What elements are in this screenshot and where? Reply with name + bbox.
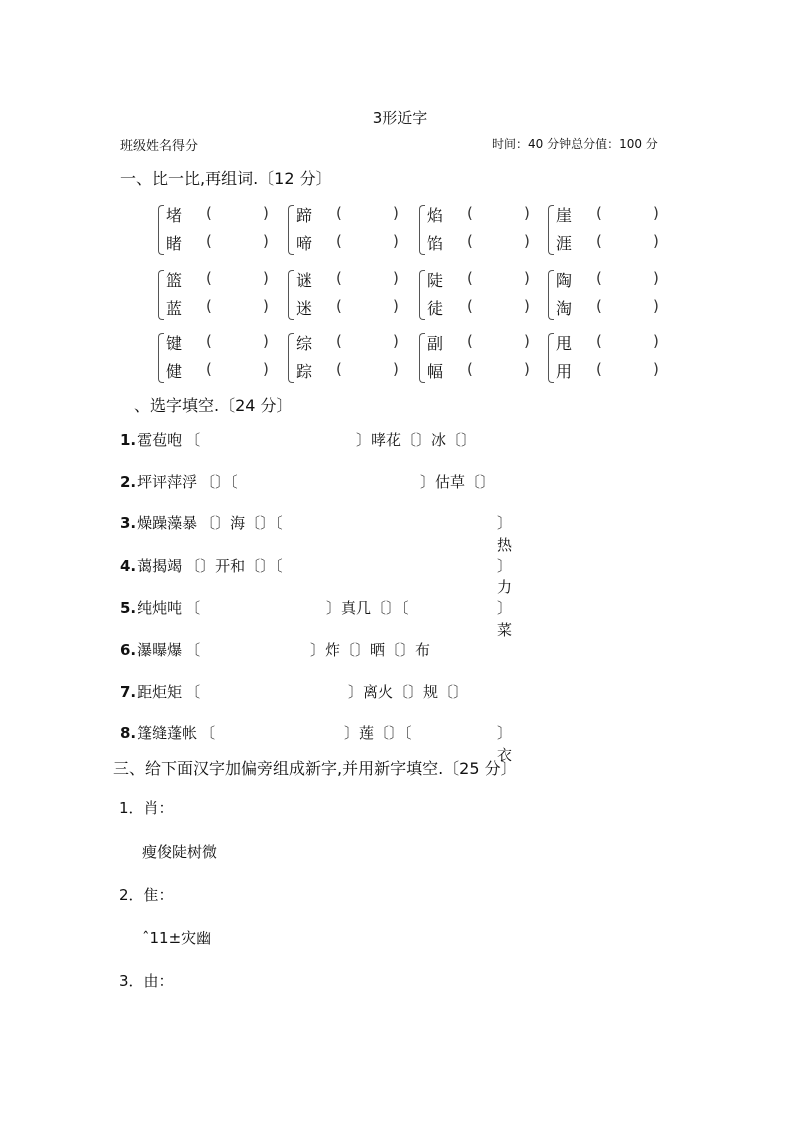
answer-blank-close[interactable]: ) [524, 297, 530, 315]
answer-blank-close[interactable]: ) [393, 232, 399, 250]
brace-mark [158, 270, 164, 320]
brace-mark [288, 205, 294, 255]
fill-item [120, 429, 200, 450]
fill-item [120, 597, 200, 618]
answer-blank-close[interactable]: ) [393, 297, 399, 315]
word-pair [290, 331, 408, 387]
answer-blank-open[interactable]: ( [467, 232, 473, 250]
answer-blank-close[interactable]: ) [524, 232, 530, 250]
answer-blank-close[interactable]: ) [263, 297, 269, 315]
column-char: 〕 [497, 724, 513, 742]
pair-character: 睹 [166, 234, 183, 253]
answer-blank-close[interactable]: ) [393, 269, 399, 287]
answer-blank-open[interactable]: ( [206, 269, 212, 287]
word-pair [550, 203, 668, 259]
answer-blank-close[interactable]: ) [653, 269, 659, 287]
fill-item [120, 512, 283, 533]
column-char: 〕 [497, 599, 513, 617]
answer-blank-close[interactable]: ) [653, 204, 659, 222]
answer-blank-open[interactable]: ( [336, 232, 342, 250]
section1-heading: 一、比一比,再组词.〔12 分〕 [120, 169, 332, 188]
pair-character: 用 [556, 362, 573, 381]
pair-character: 陡 [427, 271, 444, 290]
sub-item-words: ˆ11±灾幽 [142, 929, 212, 947]
answer-blank-close[interactable]: ) [653, 232, 659, 250]
answer-blank-close[interactable]: ) [653, 332, 659, 350]
item-chars: 篷缝蓬帐 [137, 724, 198, 742]
student-info-line: 班级姓名得分 [120, 139, 199, 154]
answer-blank-open[interactable]: ( [467, 332, 473, 350]
answer-blank-close[interactable]: ) [653, 360, 659, 378]
pair-character: 陶 [556, 271, 573, 290]
pair-character: 幅 [427, 362, 444, 381]
item-number: 4. [120, 557, 137, 575]
fill-item-rest[interactable]: 〕炸〔〕晒〔〕布 [310, 641, 431, 659]
pair-character: 踪 [296, 362, 313, 381]
item-blank-a[interactable]: 〔 [185, 431, 201, 449]
word-pair [290, 203, 408, 259]
pair-character: 健 [166, 362, 183, 381]
column-char: 衣 [497, 746, 513, 764]
answer-blank-close[interactable]: ) [393, 332, 399, 350]
answer-blank-open[interactable]: ( [467, 360, 473, 378]
answer-blank-close[interactable]: ) [263, 204, 269, 222]
answer-blank-close[interactable]: ) [524, 204, 530, 222]
brace-mark [548, 205, 554, 255]
item-number: 1. [120, 431, 137, 449]
fill-item [120, 722, 215, 743]
section3-heading: 三、给下面汉字加偏旁组成新字,并用新字填空.〔25 分〕 [113, 759, 517, 778]
item-number: 2. [120, 473, 137, 491]
answer-blank-open[interactable]: ( [596, 204, 602, 222]
item-blank-a[interactable]: 〔〕〔 [200, 473, 238, 491]
brace-mark [158, 205, 164, 255]
fill-item [120, 639, 200, 660]
pair-character: 崖 [556, 206, 573, 225]
item-number: 7. [120, 683, 137, 701]
answer-blank-open[interactable]: ( [206, 232, 212, 250]
word-pair [160, 203, 278, 259]
item-number: 6. [120, 641, 137, 659]
item-blank-a[interactable]: 〔〕开和〔〕〔 [185, 557, 283, 575]
item-blank-a[interactable]: 〔〕海〔〕〔 [200, 514, 283, 532]
pair-character: 堵 [166, 206, 183, 225]
sub-item-label: 2．隹： [119, 886, 174, 904]
word-pair [160, 331, 278, 387]
pair-character: 蓝 [166, 299, 183, 318]
word-pair [421, 331, 539, 387]
brace-mark [288, 270, 294, 320]
word-pair [550, 268, 668, 324]
pair-character: 蹄 [296, 206, 313, 225]
section2-heading: 、选字填空.〔24 分〕 [134, 396, 293, 415]
pair-character: 综 [296, 334, 313, 353]
answer-blank-close[interactable]: ) [524, 360, 530, 378]
fill-item-rest[interactable]: 〕哮花〔〕冰〔〕 [356, 431, 477, 449]
item-chars: 雹苞咆 [137, 431, 183, 449]
sub-item-words: 瘦俊陡树微 [142, 843, 218, 861]
word-pair [290, 268, 408, 324]
pair-character: 键 [166, 334, 183, 353]
item-chars: 纯炖吨 [137, 599, 183, 617]
answer-blank-close[interactable]: ) [653, 297, 659, 315]
fill-item [120, 681, 200, 702]
answer-blank-open[interactable]: ( [596, 360, 602, 378]
pair-character: 啼 [296, 234, 313, 253]
answer-blank-open[interactable]: ( [206, 297, 212, 315]
answer-blank-close[interactable]: ) [263, 332, 269, 350]
item-chars: 瀑曝爆 [137, 641, 183, 659]
answer-blank-open[interactable]: ( [467, 297, 473, 315]
brace-mark [548, 333, 554, 383]
answer-blank-open[interactable]: ( [336, 297, 342, 315]
item-chars: 距炬矩 [137, 683, 183, 701]
column-char: 〕 [497, 557, 513, 575]
item-number: 3. [120, 514, 137, 532]
pair-character: 馅 [427, 234, 444, 253]
item-chars: 蔼揭竭 [137, 557, 183, 575]
column-char: 〕 [497, 514, 513, 532]
word-pair [421, 203, 539, 259]
answer-blank-open[interactable]: ( [336, 204, 342, 222]
answer-blank-open[interactable]: ( [467, 269, 473, 287]
item-blank-a[interactable]: 〔 [200, 724, 216, 742]
column-char: 力 [497, 578, 513, 596]
word-pair [421, 268, 539, 324]
fill-item-rest[interactable]: 〕真几〔〕〔 [326, 599, 409, 617]
item-number: 8. [120, 724, 137, 742]
sub-item-label: 1．肖： [119, 799, 174, 817]
answer-blank-close[interactable]: ) [393, 360, 399, 378]
answer-blank-open[interactable]: ( [206, 332, 212, 350]
answer-blank-close[interactable]: ) [393, 204, 399, 222]
answer-blank-open[interactable]: ( [596, 269, 602, 287]
answer-blank-close[interactable]: ) [263, 360, 269, 378]
answer-blank-open[interactable]: ( [336, 269, 342, 287]
word-pair [160, 268, 278, 324]
answer-blank-open[interactable]: ( [206, 360, 212, 378]
sub-item-label: 3．由： [119, 972, 174, 990]
pair-character: 涯 [556, 234, 573, 253]
pair-character: 徒 [427, 299, 444, 318]
answer-blank-open[interactable]: ( [336, 332, 342, 350]
pair-character: 谜 [296, 271, 313, 290]
page-title: 3形近字 [372, 109, 428, 127]
answer-blank-close[interactable]: ) [524, 269, 530, 287]
item-blank-a[interactable]: 〔 [185, 641, 201, 659]
fill-item [120, 471, 238, 492]
pair-character: 迷 [296, 299, 313, 318]
column-char: 热 [497, 536, 513, 554]
brace-mark [419, 205, 425, 255]
brace-mark [419, 333, 425, 383]
answer-blank-open[interactable]: ( [467, 204, 473, 222]
pair-character: 焰 [427, 206, 444, 225]
answer-blank-open[interactable]: ( [596, 332, 602, 350]
pair-character: 副 [427, 334, 444, 353]
item-number: 5. [120, 599, 137, 617]
fill-item-rest[interactable]: 〕估草〔〕 [420, 473, 496, 491]
item-chars: 坪评萍浮 [137, 473, 198, 491]
brace-mark [548, 270, 554, 320]
answer-blank-close[interactable]: ) [263, 232, 269, 250]
answer-blank-open[interactable]: ( [336, 360, 342, 378]
answer-blank-open[interactable]: ( [596, 297, 602, 315]
fill-item-rest[interactable]: 〕莲〔〕〔 [344, 724, 412, 742]
column-char: 菜 [497, 621, 513, 639]
word-pair [550, 331, 668, 387]
answer-blank-close[interactable]: ) [263, 269, 269, 287]
brace-mark [419, 270, 425, 320]
brace-mark [158, 333, 164, 383]
pair-character: 篮 [166, 271, 183, 290]
pair-character: 淘 [556, 299, 573, 318]
fill-item-rest[interactable]: 〕离火〔〕规〔〕 [348, 683, 469, 701]
answer-blank-open[interactable]: ( [206, 204, 212, 222]
answer-blank-open[interactable]: ( [596, 232, 602, 250]
time-score-info: 时间：40 分钟总分值：100 分 [492, 137, 658, 151]
brace-mark [288, 333, 294, 383]
pair-character: 甩 [556, 334, 573, 353]
item-blank-a[interactable]: 〔 [185, 599, 201, 617]
item-chars: 燥躁藻暴 [137, 514, 198, 532]
item-blank-a[interactable]: 〔 [185, 683, 201, 701]
answer-blank-close[interactable]: ) [524, 332, 530, 350]
fill-item [120, 555, 283, 576]
